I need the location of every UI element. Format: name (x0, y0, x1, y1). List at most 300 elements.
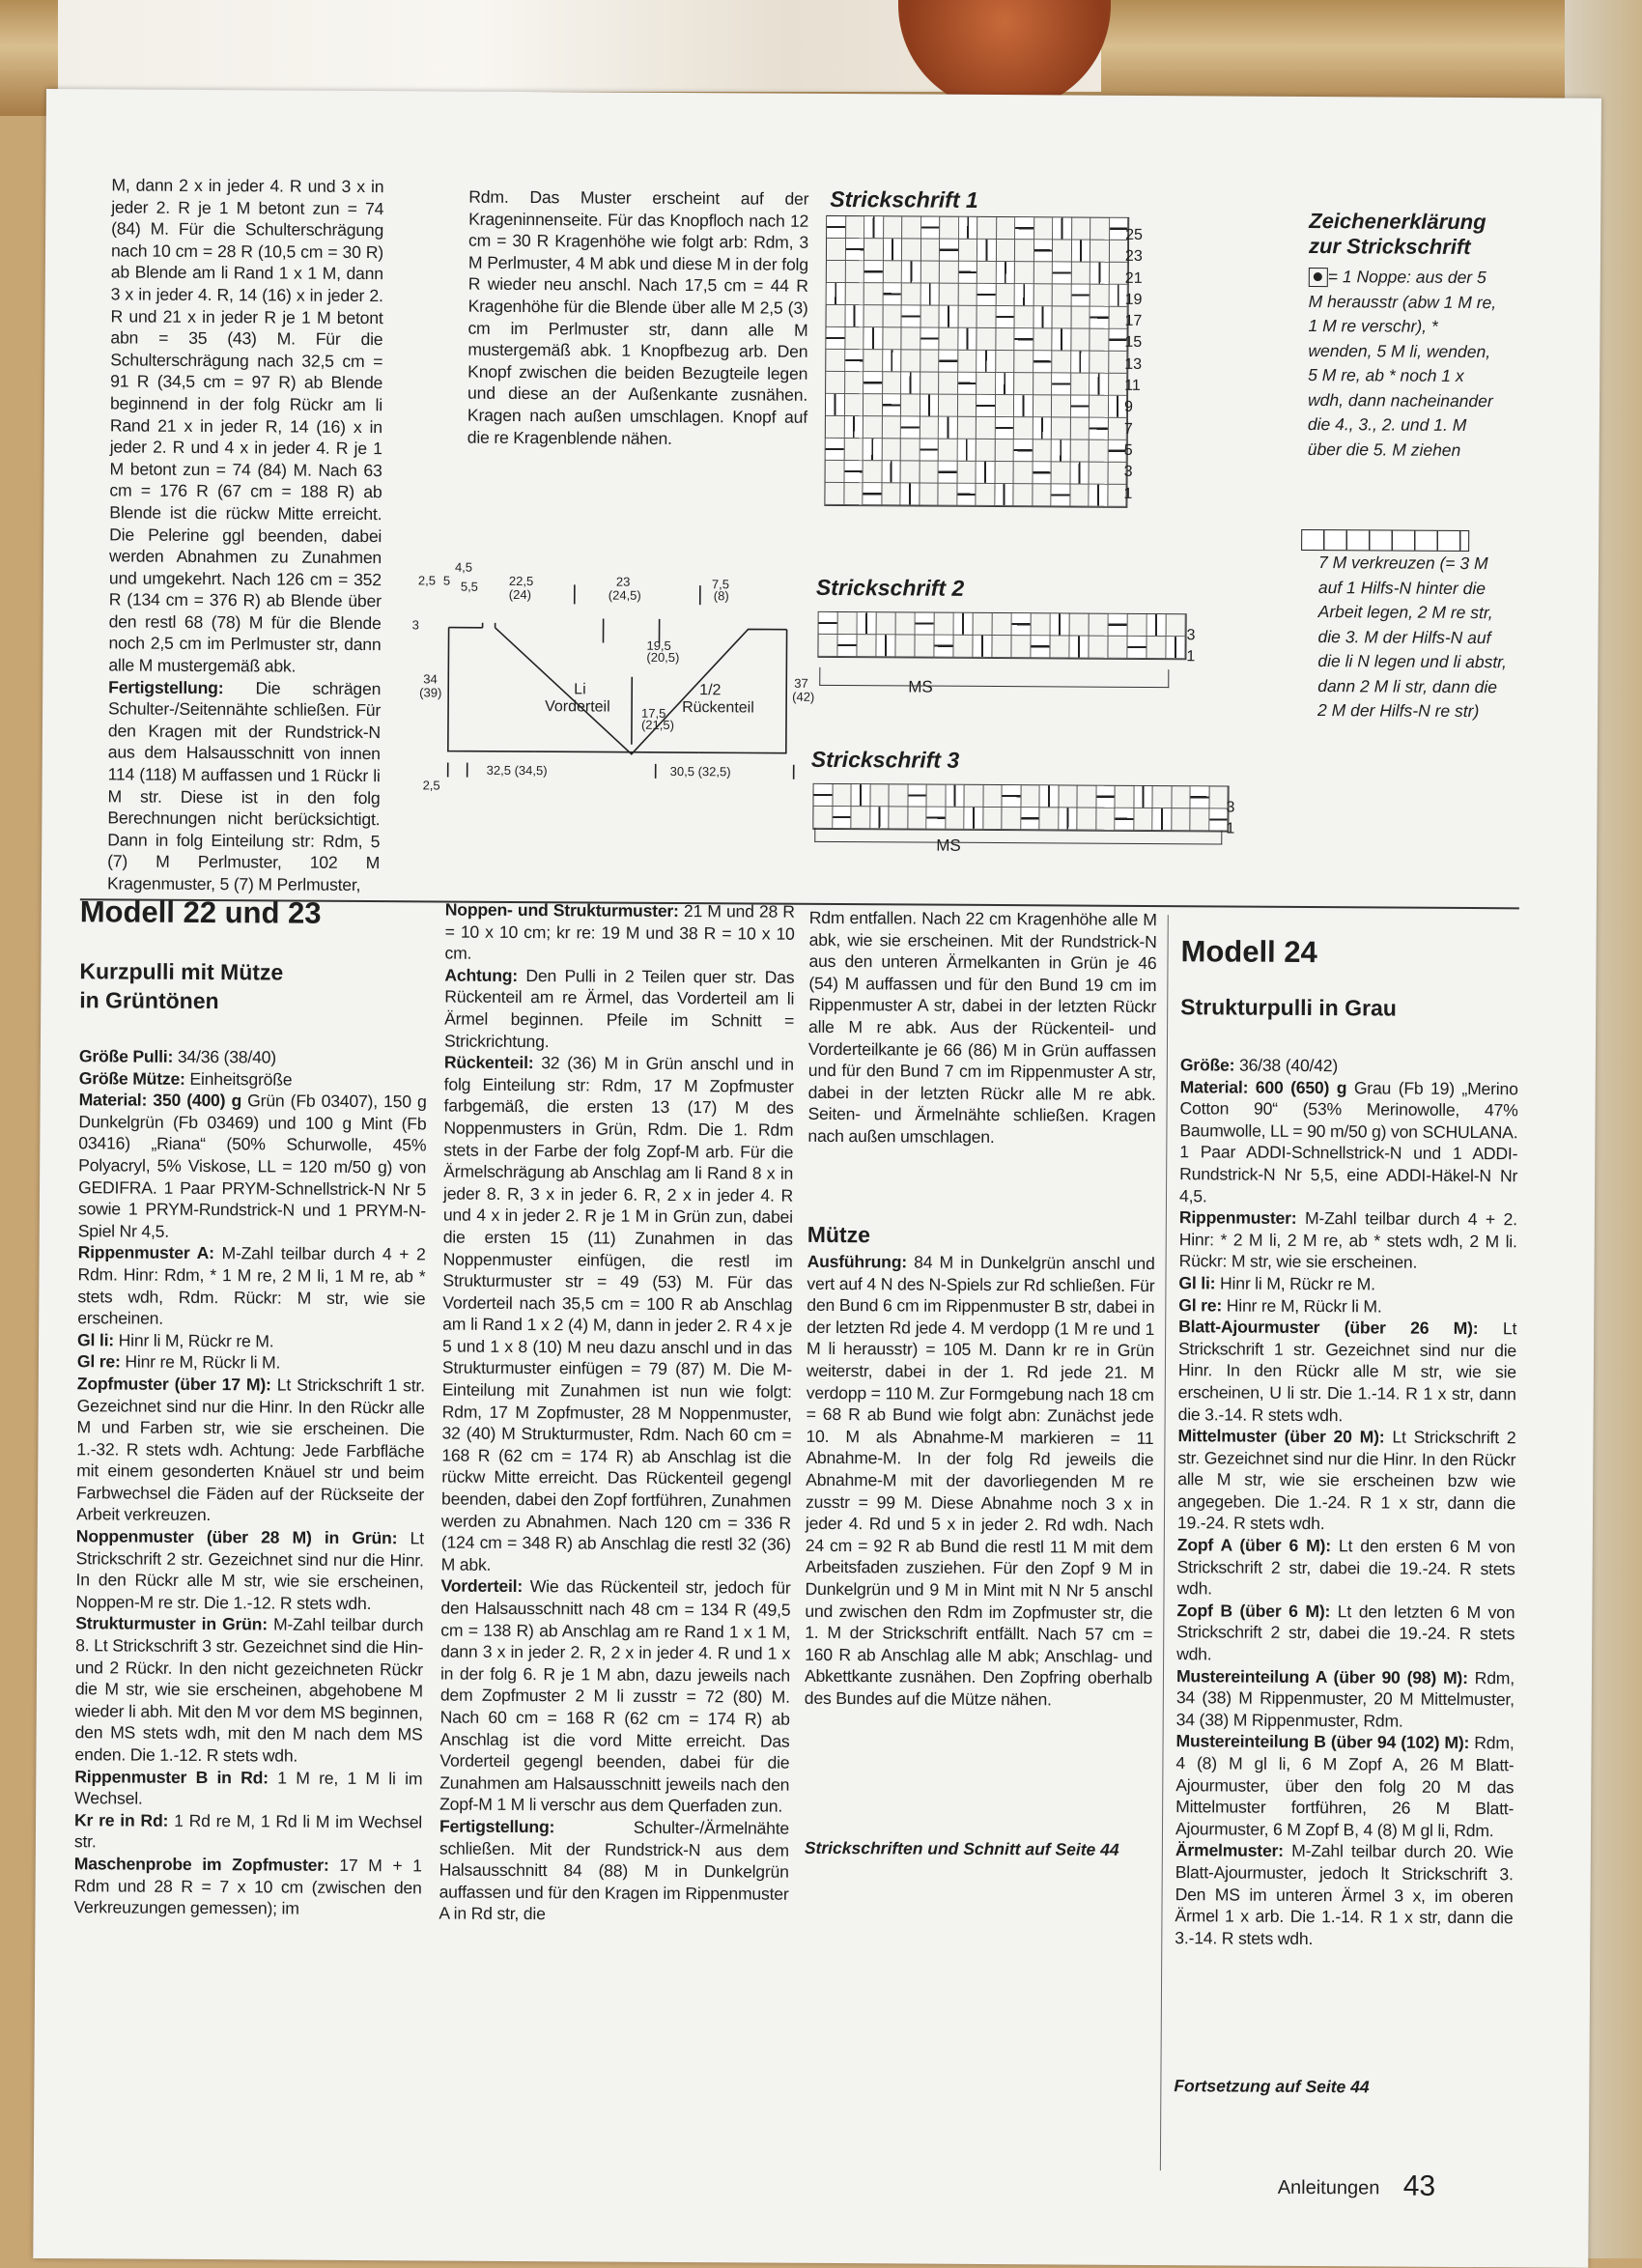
schem-label-10: 3 (412, 617, 419, 632)
chart-cell (1033, 462, 1052, 484)
paragraph (805, 1251, 1155, 1712)
chart-cell (864, 216, 884, 239)
chart-cell (882, 461, 901, 483)
chart-cell (851, 784, 870, 807)
schem-label-20: (21,5) (641, 718, 674, 732)
fertig-text: Die schrägen Schulter-/Seitennähte schließen. Für den Kragen mit der Rundstrick-N aus dem Halsausschnitt von innen 114 (118) M auffassen und 1 Rückr li M str. Diese ist in den folg Berechnungen nicht berücksichtigt. Dann in folg Einteilung str: Rdm, 5 (7) M Perlmuster, 102 M Kragenmuster, 5 (7) M Perlmuster, (107, 678, 381, 894)
strickschrift-1-title: Strickschrift 1 (830, 186, 978, 213)
chart-cell (1134, 786, 1153, 808)
chart-cell (1090, 352, 1109, 374)
chart-cell (995, 395, 1014, 417)
chart-cell (864, 239, 884, 261)
paragraph-text: Hinr li M, Rückr re M. (114, 1330, 274, 1350)
chart-cell (1033, 395, 1052, 417)
paragraph-lead: Gl re: (1178, 1295, 1222, 1315)
paragraph (74, 1613, 423, 1768)
chart-cell (1190, 786, 1209, 808)
paragraph (1175, 1731, 1515, 1842)
schem-label-17: 1/2 (699, 682, 721, 698)
chart-cell (1033, 417, 1052, 439)
chart-cell (896, 612, 916, 635)
chart-cell (901, 394, 920, 416)
chart-cell (1033, 328, 1053, 351)
strickschrift-2-title: Strickschrift 2 (816, 575, 965, 602)
paragraph-lead: Material: 600 (650) g (1180, 1077, 1347, 1097)
chart-cell (863, 394, 883, 416)
chart-cell (1033, 262, 1053, 284)
chart-cell (940, 284, 959, 306)
chart-cell (977, 373, 996, 395)
chart-cell (1090, 218, 1110, 241)
chart-cell (1011, 636, 1031, 658)
chart-cell (826, 372, 845, 394)
chart-cell (958, 240, 977, 262)
paragraph (1179, 1206, 1517, 1274)
chart-cell (977, 439, 996, 462)
ss1-row-number: 1 (1123, 483, 1141, 504)
footer-section: Anleitungen (1278, 2177, 1380, 2200)
paragraph-text: Schulter-/Ärmelnähte schließen. Mit der Rundstrick-N aus dem Halsausschnitt 84 (88) M in Dunkelgrün auffassen und für den Kragen im Rippenmuster A in Rd str, die (439, 1817, 789, 1923)
chart-cell (845, 283, 864, 305)
chart-cell (1070, 417, 1090, 439)
fertig-label: Fertigstellung: (108, 677, 223, 697)
chart-cell (902, 305, 921, 327)
ss1-row-number: 21 (1125, 268, 1143, 289)
ss3-ms-bracket (814, 828, 1222, 845)
modell-2223-column-3 (807, 907, 1157, 1149)
chart-cell (1089, 637, 1108, 659)
chart-cell (977, 217, 997, 240)
chart-cell (1053, 217, 1072, 240)
chart-cell (995, 484, 1014, 506)
chart-cell (908, 807, 927, 829)
paragraph-lead: Fertigstellung: (439, 1816, 554, 1836)
chart-cell (996, 262, 1015, 284)
chart-cell (939, 395, 958, 417)
modell-2223-column-2 (439, 899, 794, 1927)
schem-label-19: 17,5 (641, 706, 665, 721)
ss1-row-number: 13 (1124, 354, 1142, 376)
modell-24-title: Modell 24 (1180, 934, 1316, 970)
chart-cell (1021, 808, 1040, 830)
chart-cell (1052, 462, 1071, 484)
chart-cell (1014, 328, 1033, 351)
chart-cell (997, 217, 1016, 240)
paragraph (1177, 1425, 1516, 1536)
schem-label-8: 7,5 (712, 577, 729, 591)
chart-cell (877, 612, 896, 635)
chart-cell (920, 262, 940, 284)
chart-cell (863, 483, 882, 505)
chart-cell (1072, 217, 1091, 240)
paragraph-text: Grün (Fb 03407), 150 g Dunkelgrün (Fb 03469) und 100 g Mint (Fb 03416) „Riana“ (50% Schurwolle, 45% Polyacryl, 5% Viskose, LL = 120 m/50 g) von GEDIFRA. 1 Paar PRYM-Schnellstrick-N Nr 5 sowie 1 PRYM-Rundstrick-N und 1 PRYM-N-Spiel Nr 4,5. (78, 1091, 427, 1240)
paragraph-lead: Kr re in Rd: (74, 1810, 168, 1830)
ss3-row-3: 3 (1226, 797, 1234, 818)
chart-cell (1090, 463, 1109, 485)
paragraph (1176, 1600, 1515, 1667)
paragraph-text: Rdm, 34 (38) M Rippenmuster, 20 M Mittelmuster, 34 (38) M Rippenmuster, Rdm. (1176, 1668, 1515, 1731)
chart-cell (1090, 307, 1110, 329)
paragraph-text: Rdm, 4 (8) M gl li, 6 M Zopf A, 26 M Blatt-Ajourmuster, über den folg 20 M das Mittelmuster fortführen, 26 M Blatt-Ajourmuster, 6 M Zopf B, 4 (8) M gl li, Rdm. (1175, 1733, 1515, 1840)
ss1-row-number: 9 (1124, 397, 1142, 418)
chart-cell (1033, 484, 1052, 506)
schem-label-13: 34 (423, 671, 438, 686)
paragraph (77, 1329, 425, 1353)
paragraph-lead: Rippenmuster A: (78, 1243, 214, 1263)
chart-cell (870, 807, 890, 829)
chart-cell (1015, 284, 1034, 306)
chart-cell (977, 395, 996, 417)
chart-cell (940, 306, 959, 328)
paragraph-lead: Maschenprobe im Zopfmuster: (74, 1854, 329, 1875)
chart-cell (813, 784, 833, 807)
chart-cell (900, 483, 920, 505)
paragraph-lead: Rückenteil: (444, 1053, 534, 1073)
schem-label-11: 19,5 (646, 638, 670, 653)
chart-cell (973, 636, 992, 658)
chart-cell (1059, 808, 1078, 830)
paragraph-text: 84 M in Dunkelgrün anschl und vert auf 4 N des N-Spiels zur Rd schließen. Für den Bund 6 cm im Rippenmuster B str, dabei in der letzten Rd jede 4. M verdopp (1 M re und 1 M li herausstr) = 105 M. Dann kr re in Grün weiterstr, dabei in der 1. Rd jede 21. M verdopp = 110 M. Zur Formgebung nach 18 cm = 68 R ab Bund wie folgt abn: Zunächst jede 10. M als Abnahme-M markieren = 11 Abnahme-M. In der folg Rd jeweils die Abnahme-M mit der davorliegenden M re zusstr = 99 M. Diese Abnahme noch 3 x in jeder 4. Rd und 5 x in jeder 2. Rd wdh. Nach 24 cm = 92 R ab Bund die restl 11 M mit dem Arbeitsfaden zusziehen. Für den Zopf 9 M in Dunkelgrün und 9 M in Mint mit N Nr 5 anschl und zwischen den Rdm im Zopfmuster str, die 1. M der Strickschrift entfällt. Nach 57 cm = 160 R ab Anschlag alle M abk; Anschlag- und Abkettkante zusnähen. Den Zopfring oberhalb des Bundes auf die Mütze nähen. (805, 1252, 1155, 1709)
paragraph (1175, 1840, 1514, 1951)
chart-cell (901, 350, 920, 372)
chart-cell (920, 284, 940, 306)
cable-symbol-icon (1301, 529, 1469, 552)
chart-cell (940, 240, 959, 262)
chart-cell (954, 613, 974, 636)
chart-cell (974, 613, 993, 636)
chart-cell (1039, 785, 1059, 808)
strickschrift-3-title: Strickschrift 3 (811, 747, 960, 774)
paragraph-lead: Rippenmuster: (1179, 1207, 1297, 1228)
paragraph-lead: Ausführung: (807, 1252, 907, 1272)
chart-cell (1015, 306, 1034, 328)
paragraph (73, 1853, 421, 1920)
chart-cell (818, 635, 837, 657)
ss1-row-number: 23 (1125, 246, 1143, 268)
paragraph-text: Lt den letzten 6 M von Strickschrift 2 str, dabei die 19.-24. R stets wdh. (1176, 1602, 1515, 1663)
chart-cell (1052, 395, 1071, 417)
top-left-column (107, 174, 384, 895)
chart-cell (902, 216, 921, 239)
chart-cell (827, 216, 846, 239)
muetze-column (805, 1251, 1155, 1712)
chart-cell (1052, 351, 1071, 373)
paragraph (74, 1809, 422, 1855)
modell-2223-column-1 (73, 1045, 427, 1920)
paragraph (78, 1089, 427, 1243)
chart-cell (838, 612, 858, 635)
column-divider (1160, 915, 1169, 2170)
chart-cell (938, 484, 957, 506)
paragraph-text: Lt den ersten 6 M von Strickschrift 2 str, dabei die 19.-24. R stets wdh. (1176, 1536, 1515, 1598)
magazine-page (33, 89, 1601, 2268)
chart-cell (958, 284, 977, 306)
ss1-row-number: 15 (1124, 332, 1142, 354)
chart-cell (920, 484, 939, 506)
chart-cell (883, 283, 902, 305)
paragraph (807, 907, 1157, 1149)
schem-label-23: 2,5 (423, 778, 440, 792)
chart-cell (946, 785, 965, 808)
chart-cell (939, 351, 958, 373)
chart-cell (1108, 637, 1127, 659)
chart-cell (845, 372, 864, 394)
chart-cell (1033, 306, 1053, 328)
chart-cell (957, 484, 977, 506)
paragraph-lead: Strukturmuster in Grün: (75, 1614, 268, 1634)
chart-cell (992, 636, 1011, 658)
ss1-row-number: 5 (1124, 440, 1142, 462)
chart-cell (882, 394, 901, 416)
paragraph-text: 36/38 (40/42) (1234, 1056, 1338, 1076)
paragraph (444, 899, 794, 967)
chart-cell (870, 784, 890, 807)
chart-cell (1109, 614, 1128, 637)
chart-cell (883, 261, 902, 283)
chart-cell (983, 785, 1003, 808)
chart-cell (1147, 614, 1167, 637)
chart-cell (1014, 351, 1033, 373)
chart-cell (995, 462, 1014, 484)
page-number: 43 (1403, 2170, 1436, 2203)
paragraph-lead: Ärmelmuster: (1175, 1841, 1284, 1861)
chart-cell (920, 417, 939, 439)
chart-cell (901, 461, 920, 483)
strickschrift-2-grid (817, 611, 1186, 660)
chart-cell (920, 306, 940, 328)
paragraph-text: Hinr re M, Rückr li M. (121, 1352, 281, 1373)
paragraph-text: 34/36 (38/40) (173, 1047, 276, 1067)
paragraph-lead: Gl li: (77, 1330, 114, 1349)
chart-cell (964, 785, 983, 808)
paragraph-text: 17 M + 1 Rdm und 28 R = 7 x 10 cm (zwischen den Verkreuzungen gemessen); im (73, 1856, 421, 1918)
chart-cell (939, 373, 958, 395)
chart-cell (1012, 613, 1032, 636)
chart-cell (844, 483, 863, 505)
chart-cell (977, 306, 997, 328)
chart-cell (920, 439, 939, 462)
chart-cell (901, 372, 920, 394)
schem-label-15: Li (574, 681, 586, 697)
chart-cell (1050, 636, 1069, 658)
chart-cell (1039, 808, 1059, 830)
chart-cell (1033, 439, 1052, 462)
paragraph-lead: Zopfmuster (über 17 M): (77, 1374, 271, 1394)
modell-2223-subtitle-2: in Grüntönen (79, 987, 219, 1014)
paragraph-lead: Noppenmuster (über 28 M) in Grün: (76, 1526, 398, 1547)
chart-cell (844, 461, 863, 483)
chart-cell (895, 635, 915, 657)
chart-cell (1089, 485, 1108, 507)
schem-label-14: (39) (419, 685, 441, 699)
paragraph-text: 21 M und 28 R = 10 x 10 cm; kr re: 19 M und 38 R = 10 x 10 cm. (444, 901, 794, 963)
chart-cell (939, 439, 958, 462)
chart-cell (845, 239, 864, 261)
paragraph (444, 964, 795, 1054)
chart-cell (1070, 613, 1090, 636)
paragraph-lead: Größe: (1180, 1055, 1235, 1074)
paragraph-text: Hinr li M, Rückr re M. (1215, 1273, 1375, 1293)
bobble-symbol-icon (1309, 268, 1328, 287)
chart-cell (996, 351, 1015, 373)
schem-label-3: 5,5 (461, 580, 478, 594)
chart-cell (1031, 636, 1050, 658)
chart-cell (920, 240, 940, 262)
chart-cell (1172, 786, 1191, 808)
chart-cell (833, 784, 852, 807)
chart-cell (940, 262, 959, 284)
chart-cell (1033, 284, 1053, 306)
paragraph (76, 1373, 425, 1527)
chart-cell (1053, 306, 1072, 328)
paragraph-lead: Größe Pulli: (79, 1046, 173, 1066)
chart-cell (983, 808, 1003, 830)
chart-cell (1070, 484, 1090, 506)
chart-cell (1090, 418, 1109, 440)
paragraph (79, 1067, 427, 1091)
pattern-schematic (410, 559, 827, 804)
paragraph-lead: Gl re: (77, 1352, 121, 1372)
chart-cell (959, 217, 978, 240)
schem-label-9: (8) (714, 588, 729, 603)
chart-cell (827, 261, 846, 283)
paragraph-lead: Zopf B (über 6 M): (1176, 1601, 1330, 1621)
chart-cell (920, 462, 939, 484)
chart-cell (920, 395, 939, 417)
chart-cell (1071, 240, 1090, 262)
paragraph-lead: Zopf A (über 6 M): (1177, 1535, 1331, 1555)
paragraph-lead: Material: 350 (400) g (79, 1090, 242, 1110)
paragraph (1179, 1076, 1518, 1209)
chart-cell (1014, 417, 1033, 439)
strickschrift-2-ms: MS (908, 677, 933, 696)
chart-cell (977, 284, 997, 306)
paragraph-text: Wie das Rückenteil str, jedoch für den Halsausschnitt nach 48 cm = 134 R (49,5 cm = 138 R) ab Anschlag am re Rand 1 x 1 M, dann 3 x in jeder 2. R, 2 x in jeder 4. R und 1 x in der folg 6. R je 1 M abn, dazu jeweils nach dem Zopfmuster 2 M li zusstr = 72 (80) M. Nach 60 cm = 168 R (62 cm = 174 R) ab Anschlag ist die vord Mitte erreicht. Das Vorderteil gegengl beenden, dabei für die Zunahmen am Halsausschnitt jeweils nach den Zopf-M 1 M li verschr aus dem Querfaden zun. (439, 1576, 790, 1816)
top-mid-text: Rdm. Das Muster erscheint auf der Krageninnenseite. Für das Knopfloch nach 12 cm = 30 R Kragenhöhe wie folgt arb: Rdm, 3 M Perlmuster, 4 M abk und diese M in der folg R wieder neu anschl. Nach 17,5 cm = 44 R Kragenhöhe für die Blende über alle M 2,5 (3) cm im Perlmuster str, dann alle M mustergemäß abk. 1 Knopfbezug arb. Den Knopf zwischen die beiden Bezugteile legen und diese an der Außenkante zusnähen. Kragen nach außen umschlagen. Knopf auf die re Kragenblende nähen. (467, 186, 809, 450)
chart-cell (864, 261, 884, 283)
chart-cell (939, 462, 958, 484)
chart-cell (1002, 808, 1021, 830)
chart-cell (958, 306, 977, 328)
chart-cell (901, 439, 920, 461)
chart-cell (953, 636, 973, 658)
chart-cell (1167, 614, 1186, 637)
chart-cell (958, 351, 977, 373)
chart-cell (902, 261, 921, 283)
chart-cell (1090, 285, 1110, 307)
chart-cell (995, 417, 1014, 439)
chart-cell (825, 483, 844, 505)
schem-label-5: (24) (509, 587, 531, 602)
paragraph (441, 1052, 794, 1577)
schem-label-22: (42) (792, 690, 814, 704)
chart-cell (1032, 613, 1051, 636)
chart-cell (1052, 373, 1071, 395)
ss1-row-number: 17 (1124, 311, 1142, 332)
chart-cell (957, 439, 977, 462)
strickschrift-2-rows (1186, 625, 1195, 668)
chart-cell (1071, 328, 1090, 351)
chart-cell (863, 327, 883, 350)
schem-label-16: Vorderteil (545, 698, 610, 715)
legend-title-2: zur Strickschrift (1309, 234, 1471, 260)
chart-cell (837, 635, 857, 657)
chart-cell (1053, 240, 1072, 262)
chart-cell (1052, 439, 1071, 462)
chart-cell (844, 416, 863, 439)
chart-cell (864, 283, 884, 305)
chart-cell (826, 439, 845, 461)
chart-cell (844, 439, 863, 461)
paragraph-text: 1 M re, 1 M li im Wechsel. (74, 1768, 422, 1808)
modell-2223-reference: Strickschriften und Schnitt auf Seite 44 (805, 1838, 1119, 1860)
chart-cell (940, 217, 959, 240)
chart-cell (1070, 395, 1090, 417)
strickschrift-3-ms: MS (936, 836, 961, 856)
legend-title-1: Zeichenerklärung (1309, 209, 1486, 235)
chart-cell (901, 416, 920, 439)
paragraph-text: Lt Strickschrift 1 str. Gezeichnet sind nur die Hinr. In den Rückr alle M und Farben str, wie sie erscheinen. Die 1.-32. R stets wdh. Achtung: Jede Farbfläche mit einem gesonderten Knäuel str und beim Farbwechsel die Fäden auf der Rückseite der Arbeit verkreuzen. (76, 1375, 425, 1524)
paragraph (1180, 1054, 1518, 1078)
ss1-row-number: 25 (1125, 225, 1143, 246)
chart-cell (1034, 217, 1054, 240)
ss1-row-number: 3 (1124, 462, 1142, 483)
chart-cell (1052, 417, 1071, 439)
paragraph-text: Lt Strickschrift 2 str. Gezeichnet sind nur die Hinr. In den Rückr alle M str, wie sie erscheinen, Noppen-M re str. Die 1.-12. R stets wdh. (75, 1528, 424, 1613)
chart-cell (1096, 808, 1116, 831)
chart-cell (883, 327, 902, 350)
chart-cell (883, 305, 902, 327)
chart-cell (1090, 329, 1109, 352)
chart-cell (827, 239, 846, 261)
paragraph (1178, 1272, 1516, 1296)
strickschrift-3-grid (812, 783, 1229, 833)
modell-2223-title: Modell 22 und 23 (80, 894, 322, 931)
chart-cell (1021, 785, 1040, 808)
chart-cell (1071, 262, 1090, 284)
chart-cell (957, 462, 977, 484)
chart-cell (1134, 808, 1153, 831)
chart-cell (1127, 637, 1147, 659)
paragraph-lead: Rippenmuster B in Rd: (74, 1767, 269, 1787)
chart-cell (958, 373, 977, 395)
ss2-ms-bracket (819, 667, 1169, 688)
chart-cell (957, 395, 977, 417)
chart-cell (883, 239, 902, 261)
paragraph-lead: Blatt-Ajourmuster (über 26 M): (1178, 1317, 1478, 1338)
paragraph-text: M-Zahl teilbar durch 4 + 2 Rdm. Hinr: Rdm, * 1 M re, 2 M li, 1 M re, ab * stets wdh, Rdm. Rückr: M str, wie sie erscheinen. (77, 1243, 426, 1327)
chart-cell (977, 328, 996, 351)
chart-cell (901, 327, 920, 350)
modell-24-subtitle: Strukturpulli in Grau (1180, 994, 1397, 1021)
paragraph (1176, 1534, 1515, 1602)
paragraph (1178, 1316, 1517, 1427)
chart-cell (1077, 786, 1096, 808)
chart-cell (926, 785, 946, 808)
modell-24-column (1175, 1054, 1518, 1950)
strickschrift-3-rows (1226, 797, 1234, 840)
ss3-row-1: 1 (1226, 819, 1234, 840)
chart-cell (1069, 636, 1089, 658)
schem-label-1: 2,5 (418, 573, 436, 587)
chart-cell (1190, 808, 1209, 831)
chart-cell (958, 328, 977, 351)
chart-cell (993, 613, 1012, 636)
chart-cell (845, 327, 864, 350)
paragraph-lead: Mustereinteilung A (über 90 (98) M): (1176, 1666, 1468, 1687)
chart-cell (863, 439, 883, 461)
paragraph-text: Grau (Fb 19) „Merino Cotton 90“ (53% Merinowolle, 47% Baumwolle, LL = 90 m/50 g) von SCHULANA. 1 Paar ADDI-Schnellstrick-N und 1 ADDI-Rundstrick-N Nr 5,5, eine ADDI-Häkel-N Nr 4,5. (1179, 1078, 1518, 1205)
